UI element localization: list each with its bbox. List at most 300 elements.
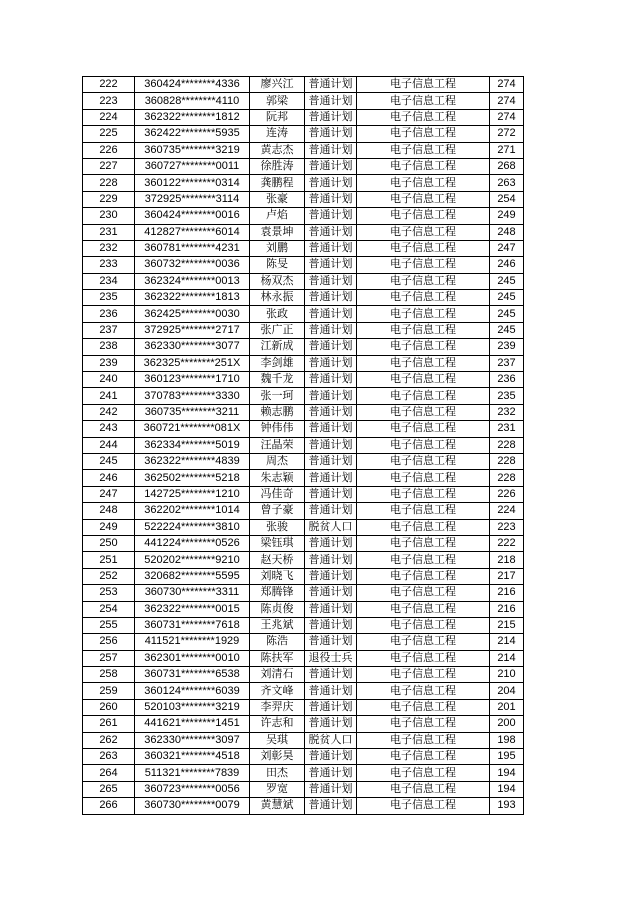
plan-type-cell: 普通计划 [305,453,357,469]
major-cell: 电子信息工程 [357,158,490,174]
plan-type-cell: 普通计划 [305,781,357,797]
id-number-cell: 370783********3330 [135,388,250,404]
plan-type-cell: 普通计划 [305,306,357,322]
row-number-cell: 239 [83,355,135,371]
plan-type-cell: 脱贫人口 [305,732,357,748]
table-row [83,552,524,568]
major-cell: 电子信息工程 [357,699,490,715]
table-row [83,421,524,437]
score-cell: 194 [490,765,524,781]
name-cell: 徐胜涛 [250,158,305,174]
major-cell: 电子信息工程 [357,437,490,453]
score-cell: 249 [490,208,524,224]
major-cell: 电子信息工程 [357,273,490,289]
name-cell: 曾子豪 [250,503,305,519]
name-cell: 李羿庆 [250,699,305,715]
name-cell: 齐文峰 [250,683,305,699]
table-row [83,781,524,797]
table-row [83,322,524,338]
row-number-cell: 227 [83,158,135,174]
major-cell: 电子信息工程 [357,765,490,781]
score-cell: 217 [490,568,524,584]
plan-type-cell: 普通计划 [305,322,357,338]
name-cell: 赖志鹏 [250,404,305,420]
table-row [83,519,524,535]
table-row [83,388,524,404]
plan-type-cell: 普通计划 [305,273,357,289]
name-cell: 刘清石 [250,667,305,683]
name-cell: 郑腾锋 [250,585,305,601]
plan-type-cell: 普通计划 [305,158,357,174]
name-cell: 周杰 [250,453,305,469]
plan-type-cell: 普通计划 [305,798,357,814]
name-cell: 黄慧斌 [250,798,305,814]
row-number-cell: 264 [83,765,135,781]
plan-type-cell: 普通计划 [305,77,357,93]
row-number-cell: 248 [83,503,135,519]
table-row [83,372,524,388]
name-cell: 刘晓飞 [250,568,305,584]
table-row [83,224,524,240]
plan-type-cell: 普通计划 [305,552,357,568]
major-cell: 电子信息工程 [357,535,490,551]
major-cell: 电子信息工程 [357,322,490,338]
table-row [83,208,524,224]
id-number-cell: 360122********0314 [135,175,250,191]
plan-type-cell: 退役士兵 [305,650,357,666]
id-number-cell: 360424********0016 [135,208,250,224]
plan-type-cell: 普通计划 [305,617,357,633]
name-cell: 朱志颖 [250,470,305,486]
score-cell: 201 [490,699,524,715]
row-number-cell: 266 [83,798,135,814]
major-cell: 电子信息工程 [357,749,490,765]
score-cell: 228 [490,437,524,453]
major-cell: 电子信息工程 [357,667,490,683]
id-number-cell: 411521********1929 [135,634,250,650]
row-number-cell: 259 [83,683,135,699]
table-row [83,404,524,420]
plan-type-cell: 普通计划 [305,470,357,486]
plan-type-cell: 普通计划 [305,224,357,240]
row-number-cell: 231 [83,224,135,240]
name-cell: 江新成 [250,339,305,355]
id-number-cell: 362322********1813 [135,290,250,306]
plan-type-cell: 普通计划 [305,240,357,256]
row-number-cell: 238 [83,339,135,355]
row-number-cell: 240 [83,372,135,388]
table-row [83,535,524,551]
id-number-cell: 360721********081X [135,421,250,437]
major-cell: 电子信息工程 [357,142,490,158]
row-number-cell: 257 [83,650,135,666]
major-cell: 电子信息工程 [357,404,490,420]
row-number-cell: 253 [83,585,135,601]
score-cell: 268 [490,158,524,174]
id-number-cell: 362322********4839 [135,453,250,469]
table-row [83,306,524,322]
id-number-cell: 522224********3810 [135,519,250,535]
name-cell: 龚鹏程 [250,175,305,191]
row-number-cell: 233 [83,257,135,273]
score-cell: 216 [490,585,524,601]
major-cell: 电子信息工程 [357,191,490,207]
table-row [83,175,524,191]
table-row [83,273,524,289]
row-number-cell: 223 [83,93,135,109]
score-cell: 231 [490,421,524,437]
table-row [83,109,524,125]
id-number-cell: 362330********3077 [135,339,250,355]
row-number-cell: 250 [83,535,135,551]
id-number-cell: 142725********1210 [135,486,250,502]
row-number-cell: 242 [83,404,135,420]
name-cell: 袁景坤 [250,224,305,240]
id-number-cell: 360781********4231 [135,240,250,256]
plan-type-cell: 普通计划 [305,601,357,617]
major-cell: 电子信息工程 [357,388,490,404]
row-number-cell: 230 [83,208,135,224]
score-cell: 232 [490,404,524,420]
plan-type-cell: 普通计划 [305,699,357,715]
major-cell: 电子信息工程 [357,519,490,535]
plan-type-cell: 脱贫人口 [305,519,357,535]
name-cell: 连涛 [250,126,305,142]
id-number-cell: 360731********7618 [135,617,250,633]
id-number-cell: 441621********1451 [135,716,250,732]
major-cell: 电子信息工程 [357,339,490,355]
admission-table [82,76,524,815]
name-cell: 张政 [250,306,305,322]
row-number-cell: 260 [83,699,135,715]
row-number-cell: 222 [83,77,135,93]
id-number-cell: 360730********0079 [135,798,250,814]
row-number-cell: 226 [83,142,135,158]
table-row [83,749,524,765]
score-cell: 235 [490,388,524,404]
score-cell: 194 [490,781,524,797]
major-cell: 电子信息工程 [357,126,490,142]
plan-type-cell: 普通计划 [305,634,357,650]
id-number-cell: 362324********0013 [135,273,250,289]
id-number-cell: 360321********4518 [135,749,250,765]
score-cell: 210 [490,667,524,683]
name-cell: 陈扶军 [250,650,305,666]
row-number-cell: 261 [83,716,135,732]
score-cell: 272 [490,126,524,142]
table-row [83,683,524,699]
id-number-cell: 360424********4336 [135,77,250,93]
score-cell: 248 [490,224,524,240]
name-cell: 张广正 [250,322,305,338]
score-cell: 214 [490,634,524,650]
row-number-cell: 247 [83,486,135,502]
major-cell: 电子信息工程 [357,240,490,256]
major-cell: 电子信息工程 [357,372,490,388]
row-number-cell: 228 [83,175,135,191]
row-number-cell: 236 [83,306,135,322]
major-cell: 电子信息工程 [357,208,490,224]
name-cell: 廖兴江 [250,77,305,93]
row-number-cell: 246 [83,470,135,486]
score-cell: 222 [490,535,524,551]
table-row [83,453,524,469]
row-number-cell: 237 [83,322,135,338]
score-cell: 223 [490,519,524,535]
table-row [83,191,524,207]
score-cell: 226 [490,486,524,502]
row-number-cell: 254 [83,601,135,617]
plan-type-cell: 普通计划 [305,437,357,453]
major-cell: 电子信息工程 [357,503,490,519]
name-cell: 林永振 [250,290,305,306]
id-number-cell: 362330********3097 [135,732,250,748]
name-cell: 魏千龙 [250,372,305,388]
name-cell: 田杰 [250,765,305,781]
major-cell: 电子信息工程 [357,781,490,797]
score-cell: 274 [490,93,524,109]
score-cell: 274 [490,109,524,125]
major-cell: 电子信息工程 [357,306,490,322]
plan-type-cell: 普通计划 [305,372,357,388]
table-row [83,765,524,781]
score-cell: 254 [490,191,524,207]
score-cell: 271 [490,142,524,158]
score-cell: 200 [490,716,524,732]
id-number-cell: 362322********0015 [135,601,250,617]
id-number-cell: 511321********7839 [135,765,250,781]
row-number-cell: 225 [83,126,135,142]
major-cell: 电子信息工程 [357,716,490,732]
name-cell: 吴琪 [250,732,305,748]
id-number-cell: 362422********5935 [135,126,250,142]
plan-type-cell: 普通计划 [305,355,357,371]
table-row [83,798,524,814]
score-cell: 215 [490,617,524,633]
plan-type-cell: 普通计划 [305,765,357,781]
id-number-cell: 360727********0011 [135,158,250,174]
name-cell: 罗宽 [250,781,305,797]
plan-type-cell: 普通计划 [305,749,357,765]
name-cell: 许志和 [250,716,305,732]
score-cell: 214 [490,650,524,666]
plan-type-cell: 普通计划 [305,503,357,519]
major-cell: 电子信息工程 [357,486,490,502]
plan-type-cell: 普通计划 [305,208,357,224]
major-cell: 电子信息工程 [357,568,490,584]
major-cell: 电子信息工程 [357,421,490,437]
major-cell: 电子信息工程 [357,585,490,601]
row-number-cell: 234 [83,273,135,289]
table-row [83,437,524,453]
major-cell: 电子信息工程 [357,290,490,306]
major-cell: 电子信息工程 [357,77,490,93]
name-cell: 刘彰昊 [250,749,305,765]
table-row [83,617,524,633]
row-number-cell: 252 [83,568,135,584]
row-number-cell: 251 [83,552,135,568]
row-number-cell: 224 [83,109,135,125]
plan-type-cell: 普通计划 [305,142,357,158]
id-number-cell: 372925********2717 [135,322,250,338]
table-row [83,290,524,306]
table-row [83,667,524,683]
major-cell: 电子信息工程 [357,634,490,650]
plan-type-cell: 普通计划 [305,175,357,191]
score-cell: 236 [490,372,524,388]
score-cell: 263 [490,175,524,191]
table-row [83,257,524,273]
id-number-cell: 362301********0010 [135,650,250,666]
plan-type-cell: 普通计划 [305,126,357,142]
plan-type-cell: 普通计划 [305,339,357,355]
table-row [83,77,524,93]
score-cell: 198 [490,732,524,748]
row-number-cell: 229 [83,191,135,207]
id-number-cell: 360732********0036 [135,257,250,273]
id-number-cell: 360828********4110 [135,93,250,109]
name-cell: 刘鹏 [250,240,305,256]
row-number-cell: 255 [83,617,135,633]
name-cell: 冯佳奇 [250,486,305,502]
row-number-cell: 265 [83,781,135,797]
name-cell: 杨双杰 [250,273,305,289]
name-cell: 卢焰 [250,208,305,224]
major-cell: 电子信息工程 [357,224,490,240]
name-cell: 陈贞俊 [250,601,305,617]
major-cell: 电子信息工程 [357,617,490,633]
major-cell: 电子信息工程 [357,355,490,371]
table-row [83,126,524,142]
major-cell: 电子信息工程 [357,175,490,191]
row-number-cell: 245 [83,453,135,469]
row-number-cell: 235 [83,290,135,306]
plan-type-cell: 普通计划 [305,404,357,420]
plan-type-cell: 普通计划 [305,683,357,699]
table-row [83,650,524,666]
table-row [83,339,524,355]
major-cell: 电子信息工程 [357,798,490,814]
plan-type-cell: 普通计划 [305,535,357,551]
table-row [83,470,524,486]
name-cell: 王兆斌 [250,617,305,633]
table-row [83,568,524,584]
name-cell: 汪晶荣 [250,437,305,453]
score-cell: 245 [490,290,524,306]
name-cell: 张骏 [250,519,305,535]
name-cell: 陈旻 [250,257,305,273]
major-cell: 电子信息工程 [357,650,490,666]
name-cell: 赵天桥 [250,552,305,568]
row-number-cell: 249 [83,519,135,535]
table-row [83,634,524,650]
id-number-cell: 520103********3219 [135,699,250,715]
id-number-cell: 362202********1014 [135,503,250,519]
row-number-cell: 263 [83,749,135,765]
plan-type-cell: 普通计划 [305,568,357,584]
name-cell: 陈浩 [250,634,305,650]
plan-type-cell: 普通计划 [305,191,357,207]
score-cell: 237 [490,355,524,371]
table-row [83,486,524,502]
id-number-cell: 412827********6014 [135,224,250,240]
score-cell: 216 [490,601,524,617]
id-number-cell: 362425********0030 [135,306,250,322]
major-cell: 电子信息工程 [357,470,490,486]
name-cell: 黄志杰 [250,142,305,158]
major-cell: 电子信息工程 [357,93,490,109]
id-number-cell: 360731********6538 [135,667,250,683]
score-cell: 239 [490,339,524,355]
plan-type-cell: 普通计划 [305,388,357,404]
plan-type-cell: 普通计划 [305,109,357,125]
table-row [83,699,524,715]
major-cell: 电子信息工程 [357,257,490,273]
row-number-cell: 256 [83,634,135,650]
plan-type-cell: 普通计划 [305,716,357,732]
score-cell: 193 [490,798,524,814]
table-row [83,158,524,174]
score-cell: 204 [490,683,524,699]
name-cell: 张豪 [250,191,305,207]
score-cell: 245 [490,273,524,289]
score-cell: 224 [490,503,524,519]
table-row [83,601,524,617]
id-number-cell: 360735********3211 [135,404,250,420]
score-cell: 228 [490,470,524,486]
id-number-cell: 360124********6039 [135,683,250,699]
row-number-cell: 243 [83,421,135,437]
id-number-cell: 360735********3219 [135,142,250,158]
table-row [83,716,524,732]
name-cell: 梁钰琪 [250,535,305,551]
id-number-cell: 362502********5218 [135,470,250,486]
plan-type-cell: 普通计划 [305,290,357,306]
score-cell: 246 [490,257,524,273]
table-row [83,93,524,109]
plan-type-cell: 普通计划 [305,257,357,273]
plan-type-cell: 普通计划 [305,585,357,601]
plan-type-cell: 普通计划 [305,421,357,437]
major-cell: 电子信息工程 [357,109,490,125]
id-number-cell: 320682********5595 [135,568,250,584]
score-cell: 218 [490,552,524,568]
table-row [83,355,524,371]
name-cell: 阮邦 [250,109,305,125]
id-number-cell: 360723********0056 [135,781,250,797]
table-body [83,77,524,815]
id-number-cell: 362322********1812 [135,109,250,125]
row-number-cell: 232 [83,240,135,256]
row-number-cell: 244 [83,437,135,453]
score-cell: 247 [490,240,524,256]
table-row [83,240,524,256]
score-cell: 195 [490,749,524,765]
name-cell: 郭梁 [250,93,305,109]
id-number-cell: 360123********1710 [135,372,250,388]
major-cell: 电子信息工程 [357,683,490,699]
row-number-cell: 258 [83,667,135,683]
major-cell: 电子信息工程 [357,601,490,617]
plan-type-cell: 普通计划 [305,93,357,109]
score-cell: 245 [490,306,524,322]
plan-type-cell: 普通计划 [305,667,357,683]
table-row [83,503,524,519]
id-number-cell: 362334********5019 [135,437,250,453]
name-cell: 李剑雄 [250,355,305,371]
table-row [83,585,524,601]
id-number-cell: 441224********0526 [135,535,250,551]
